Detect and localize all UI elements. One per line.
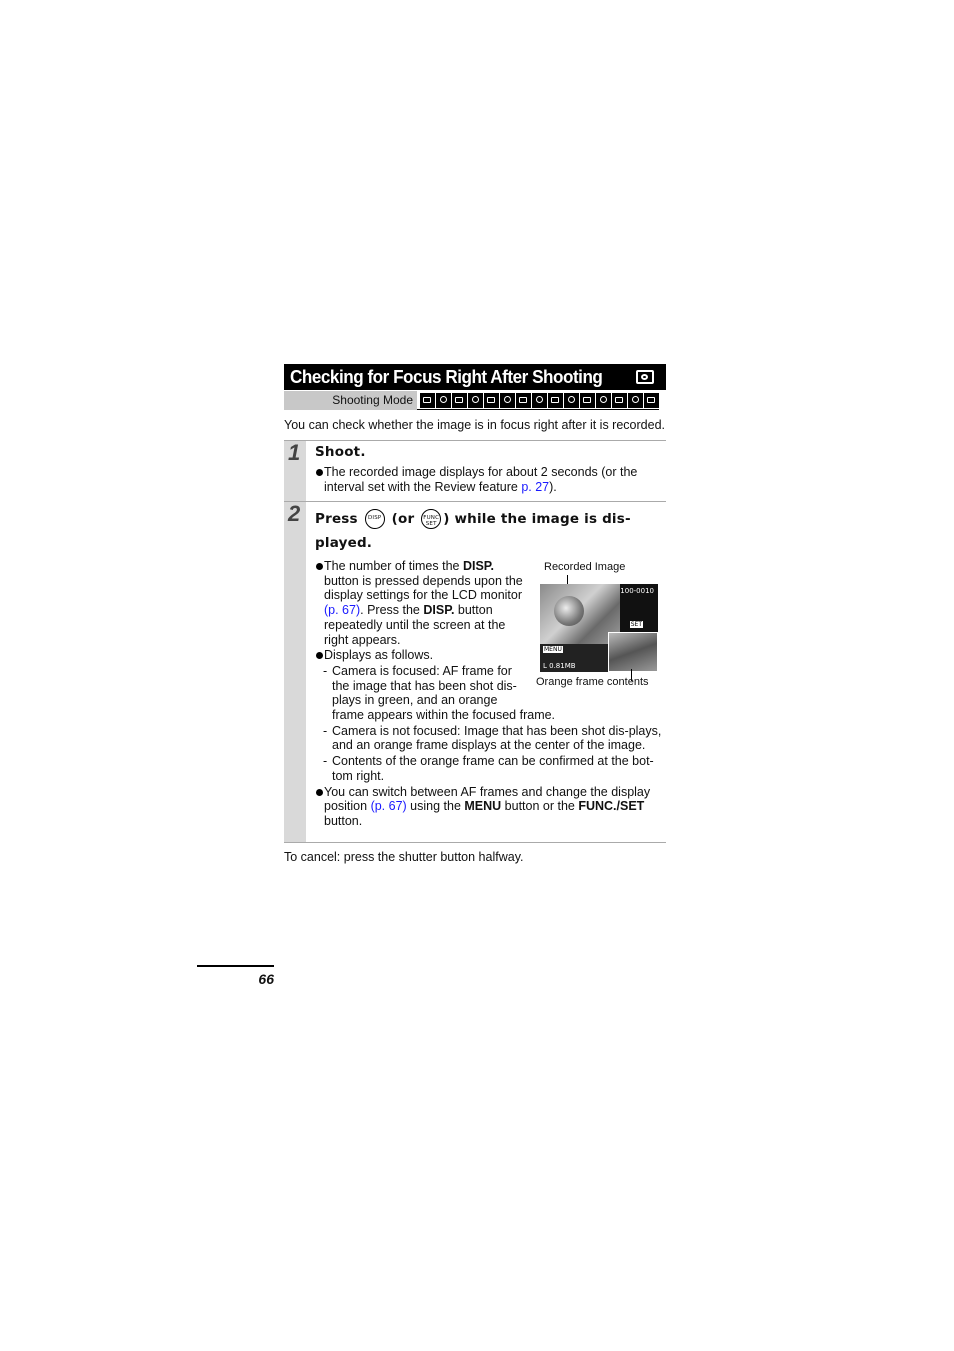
orange-frame-caption: Orange frame contents <box>536 676 649 688</box>
step-heading: Shoot. <box>315 444 366 460</box>
disp-button-label: DISP <box>367 515 382 521</box>
night-snapshot-icon <box>548 393 563 408</box>
heading-text: Press <box>315 511 358 527</box>
movie-icon <box>612 393 627 408</box>
func-set-button-label: FUNC SET <box>423 515 440 527</box>
menu-label: MENU <box>464 799 502 814</box>
cancel-note: To cancel: press the shutter button halfway. <box>284 850 524 864</box>
sub-item-text: Camera is not focused: Image that has been shot dis-plays, and an orange frame displays at the center of the image. <box>332 723 662 753</box>
bullet-text: ). <box>549 479 557 494</box>
color-accent-icon <box>468 393 483 408</box>
shooting-mode-label: Shooting Mode <box>284 391 417 410</box>
camera-mode-icon <box>636 370 654 384</box>
page-content <box>284 364 666 864</box>
step-bullet <box>315 648 664 663</box>
section-title: Checking for Focus Right After Shooting <box>290 366 603 387</box>
intro-text: You can check whether the image is in focus right after it is recorded. <box>284 418 665 432</box>
step-number: 1 <box>284 441 306 501</box>
portrait-icon <box>516 393 531 408</box>
stitch-assist-icon <box>500 393 515 408</box>
disp-button-icon <box>365 509 385 529</box>
bullet-text: The number of times the <box>324 559 463 573</box>
bullet-text: button or the <box>501 799 579 814</box>
sub-item: - Camera is focused: AF frame for the image that has been shot dis-plays in green, and an orange frame appears within the focused frame. <box>323 663 556 723</box>
step-number: 2 <box>284 502 306 842</box>
menu-icon: MENU <box>544 646 562 653</box>
indoor-icon <box>580 393 595 408</box>
step-bullet <box>315 785 664 829</box>
step-1 <box>284 441 666 502</box>
func-set-button-icon <box>421 509 441 529</box>
page-number: 66 <box>258 971 274 987</box>
sub-item: - Contents of the orange frame can be confirmed at the bot-tom right. <box>323 754 654 783</box>
step-bullet <box>315 465 664 494</box>
page-link[interactable]: p. 27 <box>521 479 550 494</box>
bullet-text: Displays as follows. <box>324 648 434 663</box>
section-title-bar <box>284 364 666 390</box>
file-size: L 0.81MB <box>543 662 576 670</box>
landscape-icon <box>532 393 547 408</box>
color-swap-icon <box>484 393 499 408</box>
movie-color-accent-icon <box>628 393 643 408</box>
step-heading <box>315 507 664 555</box>
disp-label: DISP. <box>462 559 494 573</box>
bullet-text: The recorded image displays for about 2 seconds (or the interval set with the Review feature <box>324 465 638 494</box>
bullet-text: using the <box>406 799 465 814</box>
auto-icon <box>420 393 435 408</box>
shooting-mode-row <box>284 391 666 410</box>
mode-icon-strip <box>417 391 659 410</box>
footer-rule <box>197 965 274 967</box>
digital-macro-icon <box>452 393 467 408</box>
movie-color-swap-icon <box>644 393 659 408</box>
step-2 <box>284 502 666 843</box>
file-number: 100-0010 <box>620 587 654 595</box>
func-set-label: FUNC./SET <box>578 799 645 814</box>
page-link[interactable]: (p. 67) <box>324 603 361 618</box>
bullet-text: button is pressed depends upon the display settings for the LCD monitor <box>324 573 523 603</box>
step-bullet <box>315 559 664 647</box>
special-scene-icon <box>596 393 611 408</box>
bullet-text: button. <box>324 813 363 828</box>
manual-icon <box>436 393 451 408</box>
bullet-text: You can switch between AF frames and change the display position <box>324 784 651 814</box>
disp-label: DISP. <box>423 603 455 618</box>
steps-list <box>284 440 666 843</box>
heading-text: ) while the image is dis-played. <box>315 511 631 551</box>
sub-item-text: Contents of the orange frame can be confirmed at the bot-tom right. <box>332 754 654 783</box>
sub-item-text: Camera is focused: AF frame for the image that has been shot dis-plays in green, and an orange frame appears within the focused frame. <box>332 663 556 723</box>
heading-text: (or <box>391 511 415 527</box>
kids-pets-icon <box>564 393 579 408</box>
sub-item: - Camera is not focused: Image that has been shot dis-plays, and an orange frame displays at the center of the image. <box>323 723 662 753</box>
set-icon: SET <box>630 621 642 628</box>
bullet-text: button repeatedly until the screen at the right appears. <box>324 603 506 647</box>
bullet-text: . Press the <box>360 603 424 618</box>
recorded-image-caption: Recorded Image <box>544 561 626 573</box>
page-link[interactable]: (p. 67) <box>370 799 407 814</box>
